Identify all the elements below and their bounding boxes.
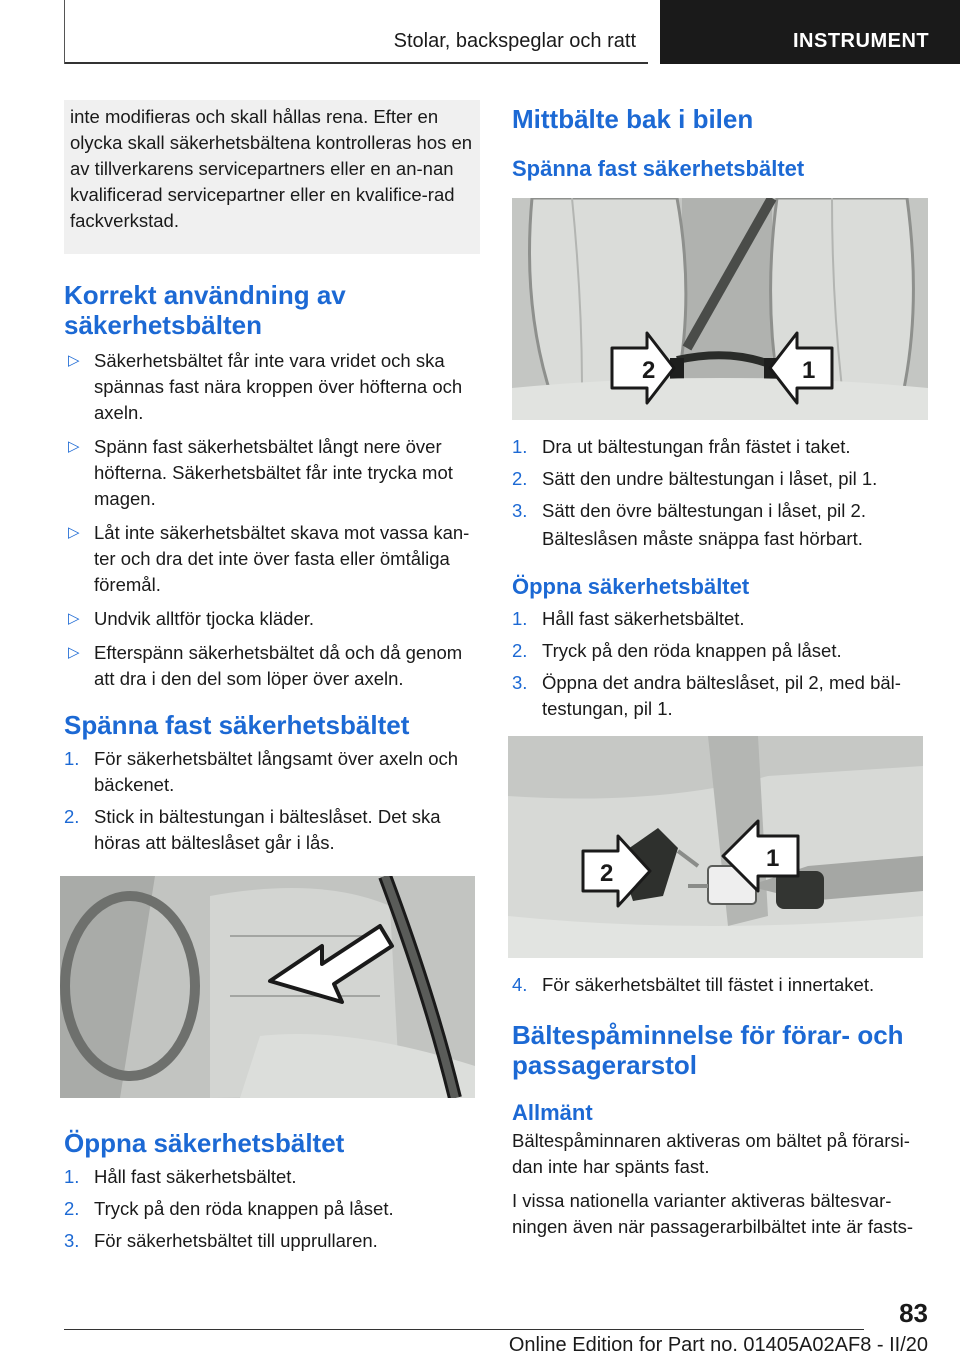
- page-number: 83: [899, 1298, 928, 1328]
- triangle-bullet-icon: ▷: [68, 438, 80, 455]
- list-item: ▷ Undvik alltför tjocka kläder.: [64, 606, 480, 632]
- right-column: [512, 100, 928, 1248]
- heading-fasten-belt: Spänna fast säkerhetsbältet: [64, 710, 410, 740]
- triangle-bullet-icon: ▷: [68, 610, 80, 627]
- triangle-bullet-icon: ▷: [68, 644, 80, 661]
- middle-open-step4: [512, 972, 928, 998]
- chapter-title: INSTRUMENT: [793, 30, 930, 52]
- figure-label: 2: [642, 357, 656, 384]
- list-item: 1. Håll fast säkerhetsbältet.: [512, 608, 745, 629]
- list-item: 3. Sätt den övre bältestungan i låset, pil 2.: [512, 500, 866, 521]
- list-item: 4. För säkerhetsbältet till fästet i innertaket.: [512, 974, 875, 995]
- front-seat-belt-figure: [60, 876, 475, 1098]
- subheading-fasten-belt: Spänna fast säkerhetsbältet: [512, 156, 805, 181]
- subheading-open-belt: Öppna säkerhetsbältet: [512, 574, 750, 599]
- heading-correct-use: Korrekt användning av säkerhetsbälten: [64, 280, 346, 340]
- list-item: 3. Öppna det andra bälteslåset, pil 2, med bäl-testungan, pil 1.: [512, 672, 901, 719]
- middle-open-step-list: [512, 606, 928, 722]
- footer-rule: [64, 1329, 864, 1330]
- open-step-list: [64, 1164, 480, 1254]
- usage-bullet-list: [64, 348, 480, 692]
- fasten-step-list: [64, 746, 480, 856]
- rear-middle-belt-figure: [512, 198, 928, 420]
- list-item: 2. Tryck på den röda knappen på låset.: [512, 640, 842, 661]
- middle-fasten-step-list: [512, 434, 928, 524]
- list-item: ▷ Låt inte säkerhetsbältet skava mot vassa kan-ter och dra det inte över fasta eller ömtåliga föremål.: [68, 522, 470, 595]
- list-item: 1. För säkerhetsbältet långsamt över axeln och bäckenet.: [64, 748, 459, 795]
- rear-buckle-release-figure: [508, 736, 923, 958]
- subheading-general: Allmänt: [512, 1100, 593, 1125]
- figure-label: 1: [766, 845, 780, 872]
- list-item: ▷ Efterspänn säkerhetsbältet då och då genom att dra i den del som löper över axeln.: [68, 642, 463, 689]
- list-item: 1. Håll fast säkerhetsbältet.: [64, 1166, 297, 1187]
- list-item: 3. För säkerhetsbältet till upprullaren.: [64, 1230, 378, 1251]
- reminder-paragraph-2: I vissa nationella varianter aktiveras bältesvar-ningen även när passagerarbilbältet inte är fasts-: [512, 1190, 914, 1237]
- figure-label: 1: [802, 357, 816, 384]
- heading-middle-belt: Mittbälte bak i bilen: [512, 104, 754, 134]
- note-text: inte modifieras och skall hållas rena. Efter en olycka skall säkerhetsbältena kontrolleras hos en av tillverkarens servicepartners eller en an-nan kvalificerad servicepartner eller en kvalifice-rad fackverkstad.: [70, 106, 473, 231]
- figure-label: 2: [600, 860, 614, 887]
- section-title: Stolar, backspeglar och ratt: [393, 30, 636, 52]
- edition-footer: Online Edition for Part no. 01405A02AF8 - II/20: [508, 1334, 928, 1356]
- reminder-paragraph-1: Bältespåminnaren aktiveras om bältet på förarsi-dan inte har spänts fast.: [512, 1130, 910, 1177]
- list-item: 2. Sätt den undre bältestungan i låset, pil 1.: [512, 468, 878, 489]
- fasten-note: Bälteslåsen måste snäppa fast hörbart.: [542, 528, 863, 549]
- note-box: [64, 100, 480, 254]
- left-column: [64, 100, 480, 1260]
- list-item: ▷ Spänn fast säkerhetsbältet långt nere över höfterna. Säkerhetsbältet får inte trycka mot magen.: [68, 436, 453, 509]
- running-header-chapter: [660, 0, 960, 64]
- triangle-bullet-icon: ▷: [68, 524, 80, 541]
- list-item: 2. Tryck på den röda knappen på låset.: [64, 1198, 394, 1219]
- heading-belt-reminder: Bältespåminnelse för förar- och passagerarstol: [512, 1020, 904, 1080]
- list-item: 1. Dra ut bältestungan från fästet i taket.: [512, 436, 851, 457]
- list-item: ▷ Säkerhetsbältet får inte vara vridet och ska spännas fast nära kroppen över höfterna och axeln.: [68, 350, 463, 423]
- list-item: 2. Stick in bältestungan i bälteslåset. Det ska höras att bälteslåset går i lås.: [64, 806, 441, 853]
- running-header-section: [65, 0, 648, 64]
- heading-open-belt: Öppna säkerhetsbältet: [64, 1128, 345, 1158]
- triangle-bullet-icon: ▷: [68, 352, 80, 369]
